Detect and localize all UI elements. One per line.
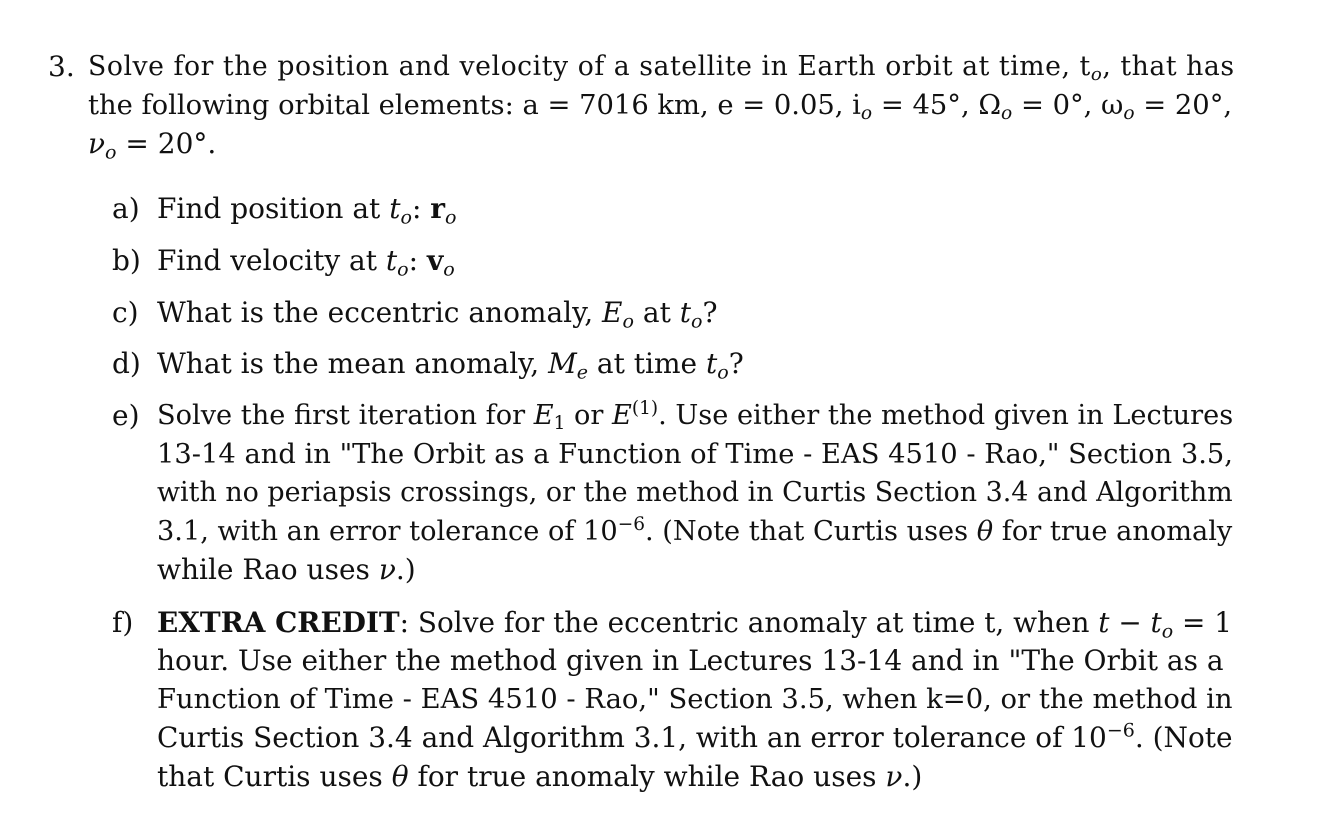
part-f-label: f) bbox=[112, 606, 134, 639]
extra-credit-heading: EXTRA CREDIT bbox=[157, 606, 400, 639]
part-f-line-1: EXTRA CREDIT: Solve for the eccentric anomaly at time t, when $t - t_o = 1$ bbox=[157, 606, 1232, 643]
part-b-label: b) bbox=[112, 244, 141, 277]
part-e-label: e) bbox=[112, 399, 140, 432]
part-e-line-1: Solve the first iteration for $E_1$ or $E^{(1)}$. Use either the method given in Lectures bbox=[157, 397, 1234, 435]
problem-intro-line-3: $\nu_o = 20^\circ$. bbox=[88, 127, 217, 164]
part-a-text: Find position at $t_o$: $r_o$ bbox=[157, 192, 457, 229]
part-b-text: Find velocity at $t_o$: $v_o$ bbox=[157, 244, 455, 281]
part-f-line-5: that Curtis uses θ for true anomaly while Rao uses ν.) bbox=[157, 760, 923, 793]
part-d-label: d) bbox=[112, 347, 141, 380]
part-d-text: What is the mean anomaly, $M_e$ at time $t_o$? bbox=[157, 347, 744, 384]
problem-intro-line-1: Solve for the position and velocity of a satellite in Earth orbit at time, $t_o$, that has bbox=[88, 51, 1235, 86]
part-e-line-2: 13-14 and in "The Orbit as a Function of Time - EAS 4510 - Rao," Section 3.5, bbox=[157, 439, 1233, 470]
part-e-line-4: 3.1, with an error tolerance of $10^{-6}$. (Note that Curtis uses θ for true anomaly bbox=[157, 513, 1233, 547]
problem-intro-line-2: the following orbital elements: a = 7016 km, e = 0.05, $i_o = 45^\circ$, $\Omega_o = 0^\circ$, $\omega_o = 20^\circ$, bbox=[88, 90, 1233, 125]
part-f-line-2: hour. Use either the method given in Lectures 13-14 and in "The Orbit as a bbox=[157, 644, 1224, 677]
part-e-line-3: with no periapsis crossings, or the method in Curtis Section 3.4 and Algorithm bbox=[157, 477, 1233, 508]
part-f-line-3: Function of Time - EAS 4510 - Rao," Section 3.5, when k=0, or the method in bbox=[157, 684, 1233, 715]
part-a-label: a) bbox=[112, 192, 140, 225]
part-e-line-5: while Rao uses ν.) bbox=[157, 553, 416, 586]
part-f-line-4: Curtis Section 3.4 and Algorithm 3.1, with an error tolerance of $10^{-6}$. (Note bbox=[157, 719, 1233, 754]
part-c-text: What is the eccentric anomaly, $E_o$ at $t_o$? bbox=[157, 296, 718, 333]
part-c-label: c) bbox=[112, 296, 139, 329]
problem-number: 3. bbox=[48, 50, 75, 83]
